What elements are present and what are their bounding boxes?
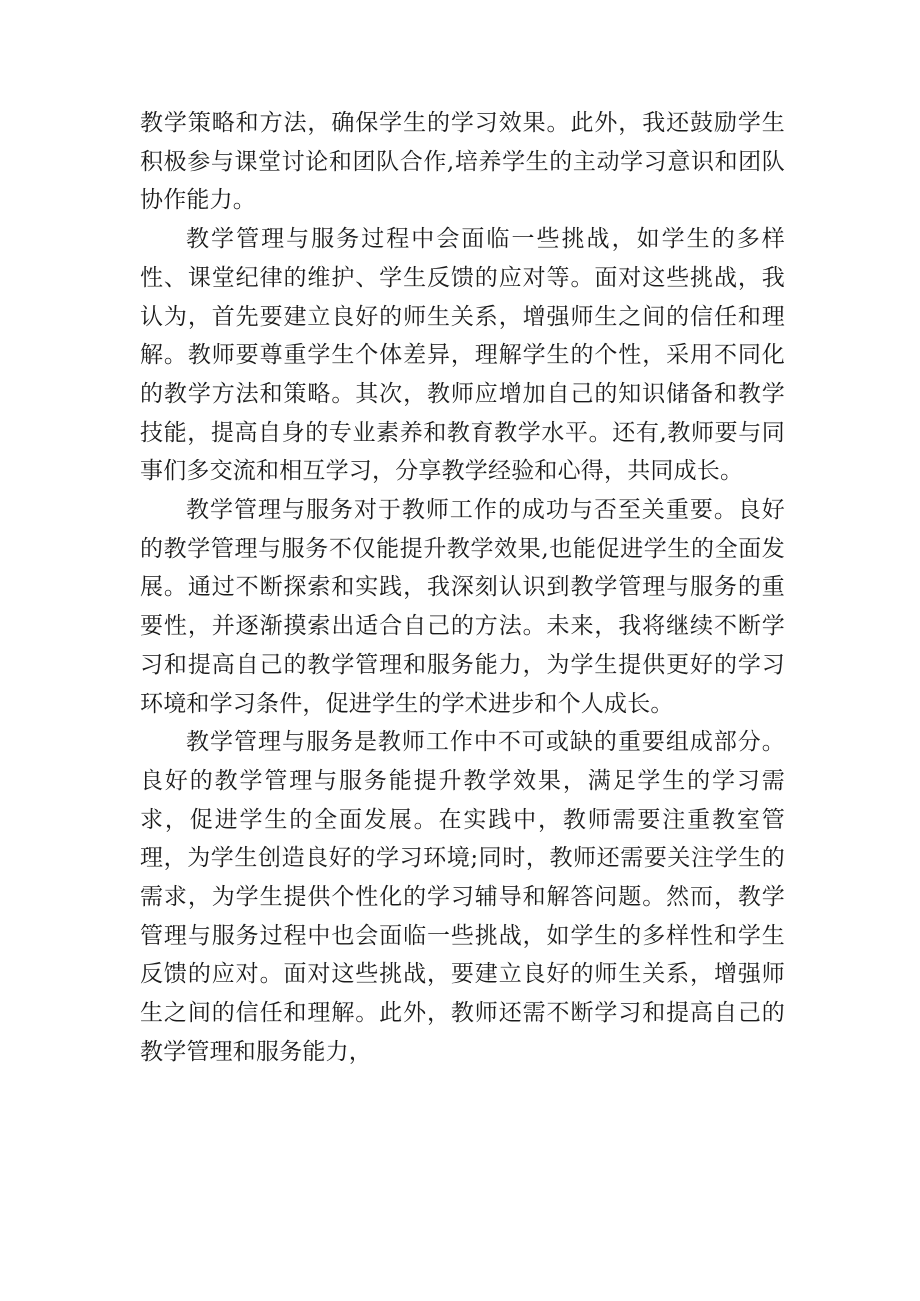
paragraph-4: 教学管理与服务是教师工作中不可或缺的重要组成部分。良好的教学管理与服务能提升教学效果，满足学生的学习需求，促进学生的全面发展。在实践中，教师需要注重教室管理，为学生创造良好的学习环境;同时，教师还需要关注学生的需求，为学生提供个性化的学习辅导和解答问题。然而，教学管理与服务过程中也会面临一些挑战，如学生的多样性和学生反馈的应对。面对这些挑战，要建立良好的师生关系，增强师生之间的信任和理解。此外，教师还需不断学习和提高自己的教学管理和服务能力， bbox=[140, 729, 785, 1065]
document-body bbox=[140, 104, 785, 1072]
paragraph-2: 教学管理与服务过程中会面临一些挑战，如学生的多样性、课堂纪律的维护、学生反馈的应对等。面对这些挑战，我认为，首先要建立良好的师生关系，增强师生之间的信任和理解。教师要尊重学生个体差异，理解学生的个性，采用不同化的教学方法和策略。其次，教师应增加自己的知识储备和教学技能，提高自身的专业素养和教育教学水平。还有,教师要与同事们多交流和相互学习，分享教学经验和心得，共同成长。 bbox=[140, 226, 785, 485]
paragraph-3: 教学管理与服务对于教师工作的成功与否至关重要。良好的教学管理与服务不仅能提升教学效果,也能促进学生的全面发展。通过不断探索和实践，我深刻认识到教学管理与服务的重要性，并逐渐摸索出适合自己的方法。未来，我将继续不断学习和提高自己的教学管理和服务能力，为学生提供更好的学习环境和学习条件，促进学生的学术进步和个人成长。 bbox=[140, 497, 785, 717]
paragraph-1: 教学策略和方法，确保学生的学习效果。此外，我还鼓励学生积极参与课堂讨论和团队合作,培养学生的主动学习意识和团队协作能力。 bbox=[140, 110, 785, 214]
